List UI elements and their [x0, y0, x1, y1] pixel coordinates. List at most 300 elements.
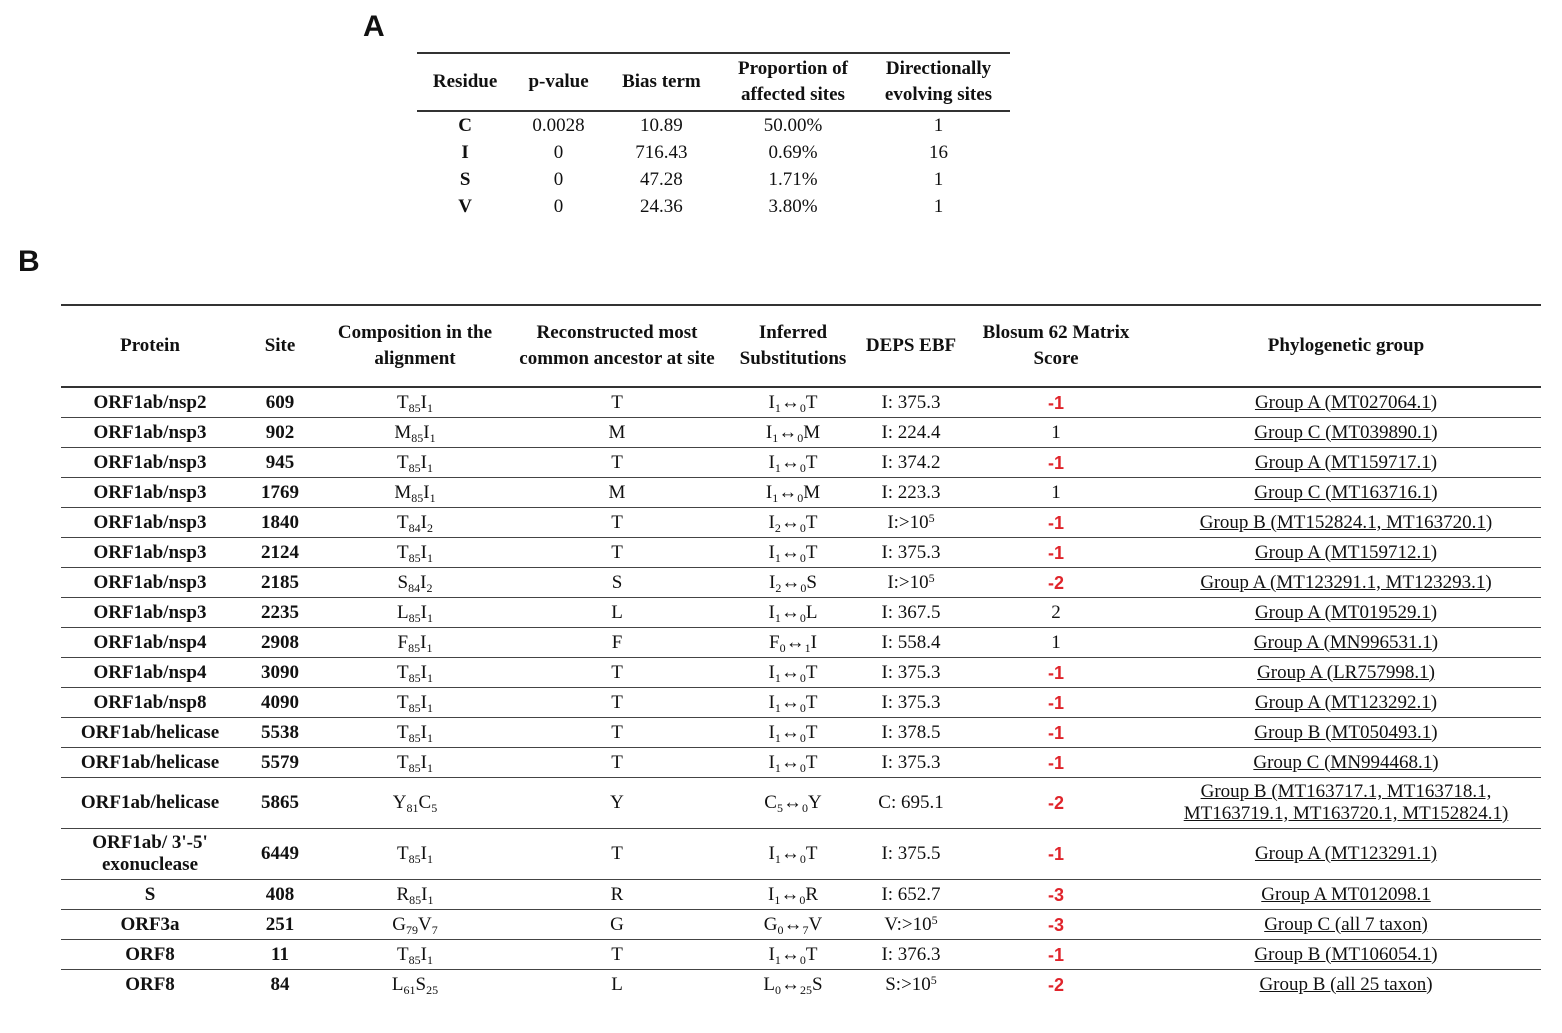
substitution-from: C — [764, 792, 777, 813]
substitution-to: T — [805, 751, 818, 773]
panel-a-label: A — [363, 10, 385, 43]
ebf-value: I: 223.3 — [881, 481, 941, 503]
substitution-arrow: ↔ — [778, 481, 798, 503]
bias-term-cell: 47.28 — [640, 168, 683, 190]
site-cell: 251 — [239, 910, 321, 940]
composition-count: 79 — [406, 922, 418, 937]
composition-residue: I — [420, 601, 427, 623]
composition-cell — [321, 688, 509, 718]
phylo-group-link: Group A (MT019529.1) — [1254, 601, 1438, 623]
protein-cell: ORF1ab/helicase — [61, 778, 239, 829]
phylo-group-cell — [1151, 387, 1541, 418]
substitution-arrow: ↔ — [780, 943, 800, 965]
phylo-group-link: Group B (MT152824.1, MT163720.1) — [1199, 511, 1493, 533]
ebf-value: I: 375.3 — [881, 691, 941, 713]
deps-ebf-cell — [861, 718, 961, 748]
ancestor-cell: L — [611, 973, 623, 995]
residue-cell: S — [459, 168, 471, 190]
p-value-cell: 0.0028 — [532, 114, 585, 136]
deps-ebf-cell — [861, 478, 961, 508]
substitution-to-count: 0 — [799, 892, 806, 907]
site-cell: 2235 — [239, 598, 321, 628]
substitution-to-count: 0 — [800, 580, 807, 595]
site-cell: 11 — [239, 940, 321, 970]
substitution-to: T — [805, 943, 818, 965]
table-row — [61, 628, 1541, 658]
phylo-group-cell — [1151, 940, 1541, 970]
composition-residue: T — [397, 843, 409, 864]
phylo-group-link: Group A MT012098.1 — [1261, 883, 1431, 905]
composition-count: 85 — [408, 952, 421, 967]
substitution-from-count: 1 — [774, 460, 781, 475]
substitution-from: I — [767, 883, 775, 905]
composition-count: 1 — [426, 852, 433, 866]
composition-count: 1 — [429, 490, 436, 505]
substitution-from-count: 2 — [774, 520, 781, 535]
p-value-cell: 0 — [553, 141, 564, 163]
substitution-arrow: ↔ — [780, 721, 800, 743]
ancestor-cell: M — [509, 418, 725, 448]
blosum-score-cell: 1 — [961, 418, 1151, 448]
protein-cell: ORF1ab/nsp3 — [61, 418, 239, 448]
col-header-directional: Directionally evolving sites — [867, 53, 1010, 111]
composition-count: 84 — [408, 520, 421, 535]
site-cell: 4090 — [239, 688, 321, 718]
substitution-to: I — [810, 631, 817, 653]
phylo-group-link: Group A (LR757998.1) — [1257, 661, 1435, 683]
deps-ebf-cell — [861, 940, 961, 970]
ancestor-cell: T — [509, 748, 725, 778]
substitution-to: M — [803, 421, 821, 443]
substitution-to: T — [805, 843, 818, 864]
phylo-group-cell — [1151, 718, 1541, 748]
composition-cell — [321, 478, 509, 508]
composition-residue: F — [397, 631, 409, 653]
table-row — [61, 748, 1541, 778]
deps-ebf-cell — [861, 538, 961, 568]
substitution-to: T — [805, 661, 818, 683]
composition-residue: I — [420, 843, 427, 864]
phylo-group-link: Group C (MN994468.1) — [1253, 751, 1439, 773]
site-cell: 5579 — [239, 748, 321, 778]
protein-cell: ORF1ab/nsp3 — [61, 538, 239, 568]
table-row — [417, 166, 1010, 193]
ebf-value: I: 375.3 — [881, 391, 941, 413]
composition-cell — [321, 568, 509, 598]
site-cell: 2908 — [239, 628, 321, 658]
deps-ebf-cell — [861, 778, 961, 829]
substitution-to-count: 0 — [799, 460, 806, 475]
substitution-cell — [725, 448, 861, 478]
blosum-score-cell: 2 — [961, 598, 1151, 628]
ancestor-cell: R — [509, 880, 725, 910]
phylo-group-cell — [1151, 508, 1541, 538]
blosum-score-cell: -1 — [961, 538, 1151, 568]
substitution-arrow: ↔ — [780, 541, 800, 563]
substitution-from: F — [769, 631, 780, 653]
table-row — [61, 568, 1541, 598]
site-cell: 2124 — [239, 538, 321, 568]
deps-ebf-cell — [861, 970, 961, 1000]
composition-cell — [321, 970, 509, 1000]
phylo-group-link: Group A (MT159717.1) — [1254, 451, 1438, 473]
phylo-group-cell — [1151, 658, 1541, 688]
blosum-score-cell: 1 — [961, 628, 1151, 658]
substitution-cell — [725, 688, 861, 718]
substitution-arrow: ↔ — [780, 751, 800, 773]
panel-a-table — [417, 52, 1010, 220]
deps-ebf-cell — [861, 387, 961, 418]
substitution-cell — [725, 910, 861, 940]
deps-ebf-cell — [861, 418, 961, 448]
substitution-to: T — [805, 511, 818, 533]
composition-count: 85 — [408, 640, 421, 655]
col-header-ancestor: Reconstructed most common ancestor at site — [509, 305, 725, 387]
table-row — [417, 193, 1010, 220]
substitution-to: V — [808, 913, 823, 935]
protein-cell: ORF1ab/nsp4 — [61, 628, 239, 658]
composition-cell — [321, 748, 509, 778]
protein-cell: ORF1ab/nsp3 — [61, 448, 239, 478]
blosum-score-cell: -2 — [1047, 974, 1064, 995]
table-row — [61, 829, 1541, 880]
composition-residue: V — [418, 913, 432, 935]
substitution-cell — [725, 970, 861, 1000]
col-header-phylo-group: Phylogenetic group — [1151, 305, 1541, 387]
table-header-row — [417, 53, 1010, 111]
composition-count: 1 — [426, 400, 433, 415]
substitution-from-count: 1 — [774, 610, 781, 625]
composition-residue: I — [420, 691, 427, 713]
composition-count: 61 — [403, 982, 416, 997]
substitution-from: I — [768, 511, 775, 533]
col-header-protein: Protein — [61, 305, 239, 387]
composition-count: 1 — [426, 952, 433, 967]
blosum-score-cell: -2 — [961, 568, 1151, 598]
composition-residue: R — [396, 883, 410, 905]
composition-count: 85 — [408, 460, 421, 475]
substitution-to-count: 0 — [799, 700, 806, 715]
composition-residue: I — [423, 421, 430, 443]
substitution-arrow: ↔ — [785, 631, 805, 653]
phylo-group-cell — [1151, 970, 1541, 1000]
substitution-to: T — [805, 451, 818, 473]
ancestor-cell: S — [509, 568, 725, 598]
composition-count: 1 — [426, 730, 433, 745]
substitution-to-count: 25 — [800, 982, 813, 997]
composition-cell — [321, 418, 509, 448]
composition-residue: T — [397, 541, 409, 563]
composition-residue: T — [397, 511, 409, 533]
composition-residue: I — [420, 451, 427, 473]
bias-term-cell: 24.36 — [640, 195, 683, 217]
ebf-value: I: 375.3 — [881, 751, 941, 773]
phylo-group-link: Group A (MT123291.1) — [1254, 843, 1438, 864]
composition-residue: I — [420, 391, 427, 413]
composition-residue: I — [420, 943, 427, 965]
phylo-group-link: Group C (all 7 taxon) — [1264, 913, 1428, 935]
substitution-to: M — [803, 481, 821, 503]
table-row — [417, 139, 1010, 166]
substitution-to: T — [805, 691, 818, 713]
composition-residue: I — [420, 571, 427, 593]
phylo-group-link: Group B (MT106054.1) — [1254, 943, 1438, 965]
substitution-to: T — [805, 721, 818, 743]
substitution-from-count: 1 — [772, 490, 779, 505]
composition-count: 85 — [408, 700, 421, 715]
substitution-from: I — [768, 541, 775, 563]
ebf-value: I: 378.5 — [881, 721, 941, 743]
substitution-cell — [725, 628, 861, 658]
composition-count: 1 — [429, 430, 436, 445]
ebf-exponent: 5 — [931, 912, 938, 927]
table-row — [61, 508, 1541, 538]
composition-residue: T — [397, 721, 409, 743]
ancestor-cell: L — [509, 598, 725, 628]
protein-cell: ORF8 — [125, 973, 175, 995]
composition-residue: I — [420, 751, 427, 773]
substitution-to: R — [805, 883, 818, 905]
table-row — [61, 538, 1541, 568]
composition-residue: L — [391, 973, 404, 995]
residue-cell: I — [461, 141, 469, 163]
deps-ebf-cell — [861, 568, 961, 598]
substitution-from: I — [768, 721, 775, 743]
protein-cell: ORF3a — [61, 910, 239, 940]
table-row — [61, 940, 1541, 970]
substitution-from-count: 1 — [774, 700, 781, 715]
blosum-score-cell: -1 — [961, 718, 1151, 748]
site-cell: 609 — [239, 387, 321, 418]
directional-sites-cell: 1 — [933, 195, 944, 217]
composition-count: 85 — [408, 610, 421, 625]
phylo-group-cell — [1151, 748, 1541, 778]
protein-cell: ORF1ab/nsp2 — [61, 387, 239, 418]
substitution-from: I — [768, 943, 775, 965]
proportion-cell: 50.00% — [763, 114, 823, 136]
substitution-to-count: 0 — [799, 730, 806, 745]
deps-ebf-cell — [861, 658, 961, 688]
protein-cell: ORF1ab/nsp8 — [61, 688, 239, 718]
col-header-composition: Composition in the alignment — [321, 305, 509, 387]
substitution-from: I — [768, 391, 775, 413]
ancestor-cell: T — [509, 658, 725, 688]
residue-cell: V — [458, 195, 472, 217]
blosum-score-cell: -1 — [961, 829, 1151, 880]
substitution-to-count: 0 — [799, 852, 806, 866]
col-header-residue: Residue — [417, 53, 513, 111]
deps-ebf-cell — [861, 829, 961, 880]
substitution-cell — [725, 748, 861, 778]
substitution-from: L — [763, 973, 776, 995]
ancestor-cell: M — [509, 478, 725, 508]
substitution-from: I — [768, 751, 775, 773]
substitution-from-count: 0 — [779, 640, 786, 655]
composition-residue: I — [421, 883, 428, 905]
substitution-cell — [725, 880, 861, 910]
ebf-value: V:>10 — [884, 913, 932, 935]
substitution-to-count: 0 — [801, 801, 808, 815]
ebf-value: C: 695.1 — [878, 792, 944, 813]
p-value-cell: 0 — [553, 168, 564, 190]
col-header-blosum-score: Blosum 62 Matrix Score — [961, 305, 1151, 387]
table-row — [61, 910, 1541, 940]
substitution-from-count: 1 — [774, 852, 781, 866]
substitution-to-count: 0 — [797, 430, 804, 445]
substitution-from-count: 0 — [775, 982, 782, 997]
composition-residue: T — [397, 391, 409, 413]
composition-count: 1 — [426, 670, 433, 685]
ancestor-cell: T — [509, 508, 725, 538]
composition-residue: I — [420, 511, 427, 533]
composition-cell — [321, 829, 509, 880]
proportion-cell: 0.69% — [768, 141, 818, 163]
protein-cell: ORF1ab/nsp3 — [61, 478, 239, 508]
site-cell: 84 — [270, 973, 290, 995]
protein-cell: ORF1ab/nsp3 — [61, 598, 239, 628]
composition-residue: I — [420, 721, 427, 743]
col-header-substitutions: Inferred Substitutions — [725, 305, 861, 387]
ebf-value: I: 367.5 — [881, 601, 941, 623]
phylo-group-cell — [1151, 829, 1541, 880]
substitution-to: Y — [807, 792, 822, 813]
directional-sites-cell: 1 — [933, 114, 944, 136]
substitution-to-count: 0 — [799, 520, 806, 535]
composition-residue: L — [397, 601, 409, 623]
composition-cell — [321, 538, 509, 568]
composition-count: 85 — [408, 400, 421, 415]
phylo-group-cell — [1151, 478, 1541, 508]
substitution-from: I — [768, 601, 775, 623]
composition-residue: I — [420, 661, 427, 683]
residue-cell: C — [458, 114, 472, 136]
panel-b-table — [61, 304, 1541, 999]
substitution-from-count: 1 — [774, 892, 781, 907]
table-row — [61, 688, 1541, 718]
substitution-arrow: ↔ — [780, 661, 800, 683]
composition-count: 85 — [411, 490, 424, 505]
substitution-from: I — [765, 481, 773, 503]
substitution-to: T — [805, 391, 818, 413]
substitution-to-count: 1 — [804, 640, 811, 655]
blosum-score-cell: -1 — [961, 688, 1151, 718]
substitution-cell — [725, 387, 861, 418]
substitution-to: S — [806, 571, 817, 593]
substitution-cell — [725, 478, 861, 508]
protein-cell: S — [61, 880, 239, 910]
table-row — [61, 778, 1541, 829]
ancestor-cell: T — [509, 829, 725, 880]
substitution-arrow: ↔ — [780, 843, 800, 864]
composition-cell — [321, 940, 509, 970]
substitution-from: I — [768, 451, 775, 473]
substitution-to: L — [805, 601, 818, 623]
ancestor-cell: T — [509, 718, 725, 748]
ebf-exponent: 5 — [928, 570, 935, 585]
substitution-cell — [725, 658, 861, 688]
composition-residue: T — [397, 751, 409, 773]
deps-ebf-cell — [861, 628, 961, 658]
phylo-group-cell — [1151, 880, 1541, 910]
composition-count: 2 — [426, 520, 433, 535]
protein-cell: ORF1ab/nsp4 — [61, 658, 239, 688]
site-cell: 3090 — [239, 658, 321, 688]
protein-cell: ORF8 — [61, 940, 239, 970]
composition-residue: S — [415, 973, 427, 995]
composition-count: 5 — [431, 801, 438, 815]
col-header-deps-ebf: DEPS EBF — [861, 305, 961, 387]
substitution-arrow: ↔ — [780, 601, 800, 623]
substitution-from: G — [763, 913, 778, 935]
table-row — [61, 880, 1541, 910]
substitution-from-count: 1 — [774, 760, 781, 775]
substitution-cell — [725, 940, 861, 970]
deps-ebf-cell — [861, 748, 961, 778]
phylo-group-cell — [1151, 568, 1541, 598]
substitution-arrow: ↔ — [780, 883, 800, 905]
composition-count: 1 — [426, 460, 433, 475]
composition-count: 7 — [431, 922, 438, 937]
substitution-to-count: 0 — [799, 760, 806, 775]
substitution-arrow: ↔ — [780, 511, 800, 533]
substitution-from-count: 5 — [776, 801, 783, 815]
table-row — [61, 970, 1541, 1000]
blosum-score-cell: -1 — [961, 658, 1151, 688]
phylo-group-link: Group A (MT027064.1) — [1254, 391, 1438, 413]
ancestor-cell: T — [509, 448, 725, 478]
phylo-group-link: Group A (MT123292.1) — [1254, 691, 1438, 713]
table-row — [61, 598, 1541, 628]
substitution-cell — [725, 829, 861, 880]
blosum-score-cell: 1 — [961, 478, 1151, 508]
phylo-group-cell — [1151, 418, 1541, 448]
composition-residue: T — [397, 943, 409, 965]
table-row — [61, 658, 1541, 688]
ebf-value: I:>10 — [887, 511, 929, 533]
composition-count: 1 — [426, 760, 433, 775]
composition-count: 1 — [426, 640, 433, 655]
substitution-from-count: 2 — [775, 580, 782, 595]
composition-count: 2 — [426, 580, 433, 595]
composition-cell — [321, 448, 509, 478]
substitution-from-count: 1 — [772, 430, 779, 445]
ebf-value: I: 375.3 — [881, 541, 941, 563]
phylo-group-link: Group B (MT050493.1) — [1254, 721, 1438, 743]
substitution-arrow: ↔ — [781, 973, 801, 995]
composition-residue: I — [420, 541, 427, 563]
composition-cell — [321, 718, 509, 748]
table-row — [61, 387, 1541, 418]
composition-residue: I — [420, 631, 427, 653]
substitution-to: T — [805, 541, 818, 563]
composition-count: 1 — [426, 610, 433, 625]
substitution-cell — [725, 718, 861, 748]
site-cell: 6449 — [239, 829, 321, 880]
blosum-score-cell: -3 — [961, 910, 1151, 940]
proportion-cell: 3.80% — [768, 195, 818, 217]
composition-residue: M — [394, 481, 412, 503]
composition-count: 84 — [408, 580, 421, 595]
substitution-from-count: 0 — [777, 922, 784, 937]
ebf-value: I: 375.5 — [881, 843, 941, 864]
ebf-value: I:>10 — [887, 571, 929, 593]
substitution-from: I — [768, 691, 775, 713]
deps-ebf-cell — [861, 598, 961, 628]
composition-cell — [321, 598, 509, 628]
composition-count: 85 — [408, 670, 421, 685]
composition-cell — [321, 910, 509, 940]
phylo-group-link: Group A (MT123291.1, MT123293.1) — [1200, 571, 1492, 593]
